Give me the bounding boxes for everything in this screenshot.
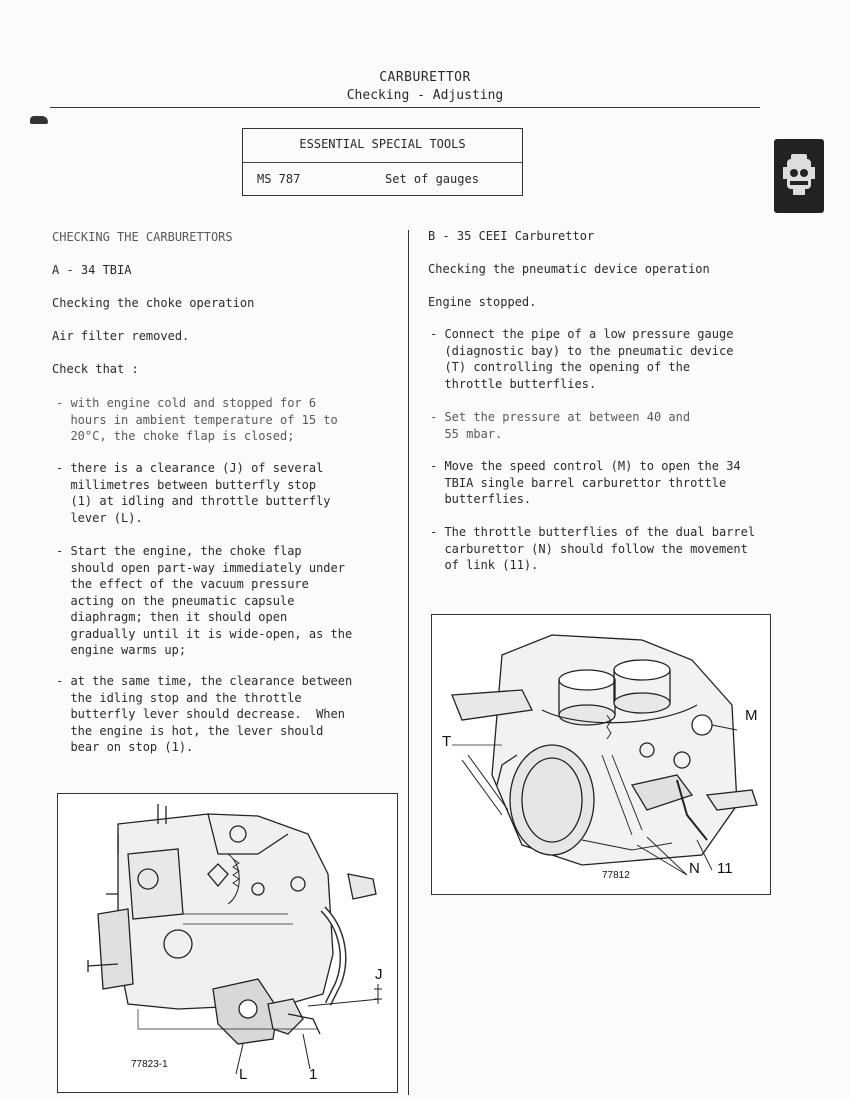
text-line: 55 mbar.	[430, 426, 503, 441]
text-line: - there is a clearance (J) of several	[56, 461, 324, 475]
tool-description: Set of gauges	[385, 172, 479, 186]
text-line: should open part-way immediately under	[56, 560, 345, 575]
callout-11: 11	[717, 860, 733, 877]
text-line: TBIA single barrel carburettor throttle	[430, 475, 727, 490]
figure-pneumatic-device	[431, 614, 771, 895]
header-rule	[50, 107, 760, 108]
text-line: the idling stop and the throttle	[56, 690, 302, 705]
callout-n: N	[689, 860, 700, 877]
left-bullet-4	[56, 673, 352, 756]
left-bullet-1	[56, 395, 338, 445]
page-subtitle: Checking - Adjusting	[346, 88, 504, 103]
text-line: carburettor (N) should follow the movement	[430, 541, 748, 556]
section-label-a: A - 34 TBIA	[52, 263, 132, 277]
callout-m: M	[745, 707, 758, 724]
text-line: - The throttle butterflies of the dual barrel	[430, 525, 756, 539]
callout-l: L	[239, 1066, 248, 1083]
section-heading: CHECKING THE CARBURETTORS	[52, 230, 233, 244]
dual-barrel-carburettor-illustration	[432, 615, 772, 896]
text-line: engine warms up;	[56, 643, 187, 657]
note-engine-stopped: Engine stopped.	[428, 295, 537, 309]
subheading-pneumatic: Checking the pneumatic device operation	[428, 262, 710, 276]
text-line: butterfly lever should decrease. When	[56, 707, 345, 721]
right-bullet-3	[430, 458, 741, 508]
text-line: (diagnostic bay) to the pneumatic device	[430, 343, 734, 358]
callout-j: J	[375, 966, 383, 983]
text-line: - at the same time, the clearance between	[56, 674, 353, 688]
text-line: diaphragm; then it should open	[56, 610, 288, 624]
tools-divider	[243, 162, 522, 163]
text-line: (T) controlling the opening of the	[430, 360, 691, 374]
page-title: CARBURETTOR	[379, 70, 471, 85]
figure-choke-carburettor	[57, 793, 398, 1093]
callout-1: 1	[309, 1066, 318, 1083]
text-line: hours in ambient temperature of 15 to	[56, 412, 338, 427]
carburettor-icon	[781, 151, 817, 199]
scan-mark	[30, 116, 48, 124]
text-line: - Connect the pipe of a low pressure gauge	[430, 327, 734, 341]
text-line: of link (11).	[430, 558, 539, 572]
subheading-choke: Checking the choke operation	[52, 296, 255, 310]
right-bullet-1	[430, 326, 733, 392]
figure-number: 77823-1	[131, 1059, 168, 1070]
text-line: gradually until it is wide-open, as the	[56, 626, 353, 641]
text-line: - Start the engine, the choke flap	[56, 544, 302, 558]
tools-table	[242, 128, 523, 196]
left-bullet-2	[56, 460, 331, 526]
callout-t: T	[442, 733, 452, 750]
tools-title: ESSENTIAL SPECIAL TOOLS	[299, 137, 466, 151]
right-bullet-4	[430, 524, 755, 574]
tool-code: MS 787	[257, 172, 301, 186]
text-line: lever (L).	[56, 510, 143, 525]
note-air-filter: Air filter removed.	[52, 329, 190, 343]
right-bullet-2	[430, 409, 690, 442]
left-bullet-3	[56, 543, 352, 659]
figure-number: 77812	[602, 870, 630, 881]
text-line: 20°C, the choke flap is closed;	[56, 429, 295, 443]
text-line: millimetres between butterfly stop	[56, 477, 317, 492]
text-line: butterflies.	[430, 492, 532, 506]
text-line: the engine is hot, the lever should	[56, 723, 324, 738]
text-line: throttle butterflies.	[430, 376, 597, 391]
text-line: - with engine cold and stopped for 6	[56, 396, 317, 410]
text-line: - Move the speed control (M) to open the 34	[430, 459, 741, 473]
carburettor-illustration	[58, 794, 399, 1094]
text-line: bear on stop (1).	[56, 740, 194, 754]
column-divider	[408, 230, 409, 1095]
text-line: acting on the pneumatic capsule	[56, 593, 295, 608]
text-line: the effect of the vacuum pressure	[56, 577, 309, 591]
intro-check: Check that :	[52, 362, 139, 376]
section-tab	[774, 139, 824, 213]
text-line: (1) at idling and throttle butterfly	[56, 494, 331, 508]
section-label-b: B - 35 CEEI Carburettor	[428, 229, 595, 243]
text-line: - Set the pressure at between 40 and	[430, 410, 691, 424]
